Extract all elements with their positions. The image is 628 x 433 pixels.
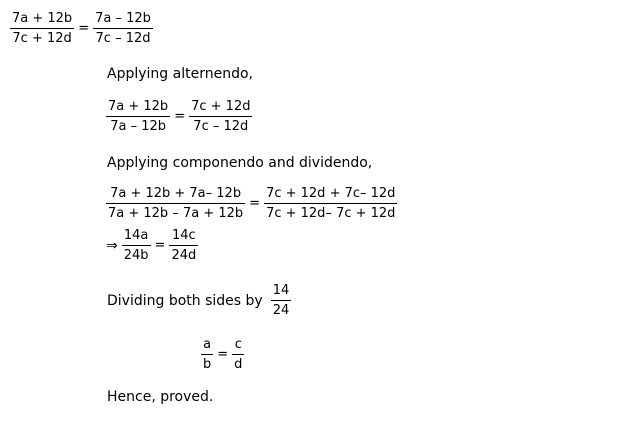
fraction [264,185,397,222]
equation-alternendo [106,98,252,135]
equation-componendo [106,185,397,222]
fraction [106,185,245,222]
step-text-componendo: Applying componendo and dividendo, [107,155,373,171]
fraction-bar [232,354,244,355]
conclusion-text: Hence, proved. [107,389,214,405]
equals-sign: = [217,347,229,362]
fraction-bar [93,28,153,29]
equals-sign: = [249,196,261,211]
numerator: a [203,337,212,352]
fraction-bar [122,245,151,246]
implies-arrow-icon: ⇒ [106,237,118,254]
numerator: 7a + 12b + 7a– 12b [110,186,242,201]
step-text-dividing [107,282,291,319]
denominator: 24d [171,248,197,263]
denominator: 7c + 12d– 7c + 12d [266,206,396,221]
fraction [93,10,153,47]
fraction [106,98,170,135]
equals-sign: = [174,109,186,124]
denominator: 24b [123,248,149,263]
fraction [122,227,151,264]
fraction [10,10,74,47]
equation-given [10,10,153,47]
step-text: Dividing both sides by [107,292,263,309]
fraction [271,282,292,319]
fraction [169,227,198,264]
fraction-bar [264,203,397,204]
fraction [189,98,252,135]
numerator: 14a [123,228,149,243]
numerator: 14c [171,228,196,243]
numerator: 14 [272,283,290,298]
equation-result [201,336,244,373]
equation-simplified [106,227,198,264]
equals-sign: = [154,238,166,253]
fraction-bar [106,203,245,204]
fraction-bar [189,116,252,117]
denominator: 7c + 12d [12,31,72,46]
denominator: 24 [272,303,290,318]
numerator: 7c + 12d [191,99,251,114]
numerator: 7c + 12d + 7c– 12d [266,186,396,201]
numerator: 7a – 12b [95,11,151,26]
fraction-bar [106,116,170,117]
step-text-alternendo: Applying alternendo, [107,66,253,82]
fraction-bar [10,28,74,29]
numerator: 7a + 12b [12,11,73,26]
equals-sign: = [78,21,90,36]
denominator: 7a – 12b [110,119,166,134]
denominator: 7c – 12d [95,31,151,46]
numerator: c [234,337,242,352]
fraction [232,336,244,373]
fraction-bar [201,354,213,355]
denominator: 7c – 12d [193,119,249,134]
fraction-bar [271,300,292,301]
fraction-bar [169,245,198,246]
fraction [201,336,213,373]
denominator: d [234,357,243,372]
numerator: 7a + 12b [108,99,169,114]
denominator: 7a + 12b – 7a + 12b [108,206,244,221]
denominator: b [203,357,212,372]
